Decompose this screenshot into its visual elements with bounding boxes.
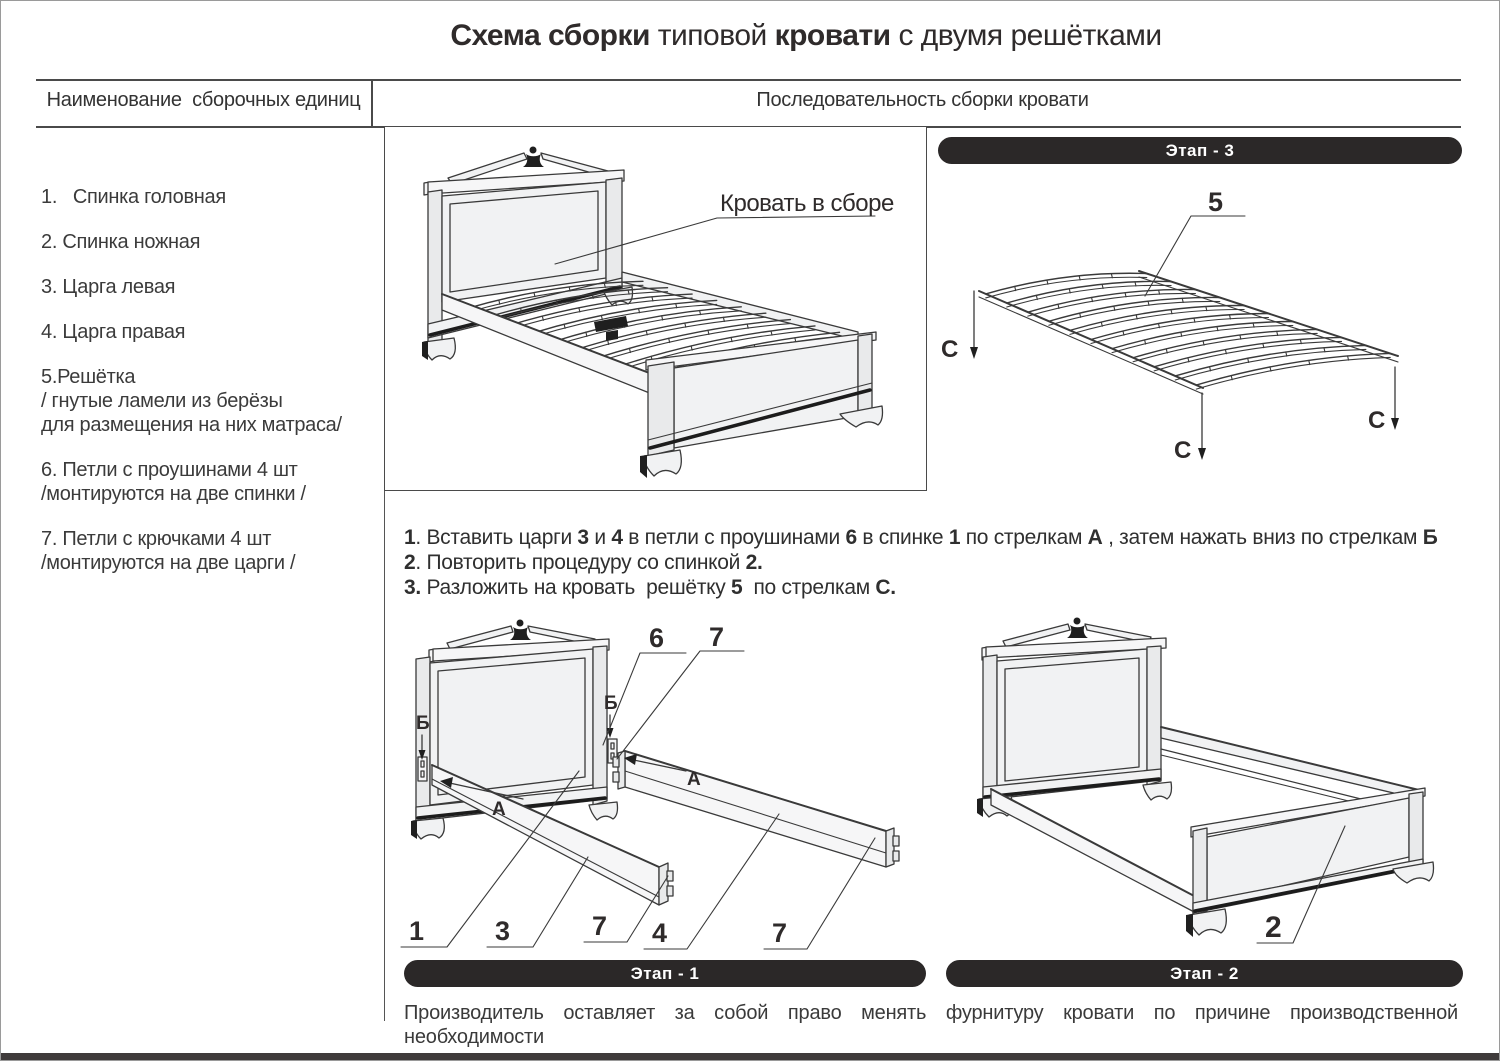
part-item [41, 185, 386, 209]
stage3-banner: Этап - 3 [938, 137, 1462, 164]
stage3-diagram [927, 161, 1461, 506]
stage1-diagram [389, 609, 936, 959]
stage2-diagram [941, 609, 1466, 954]
slat-line [1028, 289, 1196, 312]
svg-text:4: 4 [652, 918, 668, 948]
svg-text:Б: Б [416, 713, 430, 734]
lattice-slats [986, 273, 1391, 389]
part-note: /монтируются на две царги / [41, 552, 296, 574]
svg-text:6: 6 [649, 623, 665, 653]
part-label: 6. Петли с проушинами 4 шт [41, 459, 298, 481]
svg-text:7: 7 [772, 918, 788, 948]
stage1-callout-3 [487, 857, 588, 947]
svg-text:3: 3 [495, 916, 511, 946]
part-item [41, 527, 386, 575]
assembly-step: 2. Повторить процедуру со спинкой 2. [404, 551, 763, 574]
svg-text:А: А [687, 769, 701, 790]
stage1-callout-6 [603, 623, 686, 745]
stage2-footboard [1186, 788, 1434, 937]
assembly-step: 1. Вставить царги 3 и 4 в петли с проушинами 6 в спинке 1 по стрелкам А , затем нажать вниз по стрелкам Б [404, 526, 1438, 549]
svg-text:7: 7 [709, 622, 725, 652]
title-part: с двумя решётками [890, 19, 1162, 52]
left-column-header: Наименование сборочных единиц [46, 89, 361, 111]
svg-text:А: А [492, 799, 506, 820]
part-note: для размещения на них матраса/ [41, 414, 342, 436]
arrow-c-bottom [1174, 393, 1206, 464]
title-part: Схема сборки [450, 19, 650, 52]
arrow-c-right [1368, 367, 1399, 434]
title-part: типовой [649, 19, 775, 52]
svg-text:1: 1 [409, 916, 425, 946]
stage2-banner: Этап - 2 [946, 960, 1463, 987]
assembled-callout-label: Кровать в сборе [720, 190, 894, 217]
stage2-headboard [977, 618, 1172, 818]
assembly-steps [404, 525, 1464, 600]
part-note: /монтируются на две спинки / [41, 483, 306, 505]
parts-list [41, 185, 386, 596]
part-label: 1. Спинка головная [41, 186, 226, 208]
slat-line [1007, 281, 1171, 303]
part-label: 5.Решётка [41, 366, 136, 388]
part-item [41, 458, 386, 506]
svg-text:С: С [1174, 437, 1192, 464]
title-part: кровати [774, 19, 891, 52]
slat-line [1112, 325, 1293, 352]
svg-text:С: С [941, 336, 959, 363]
part-label: 7. Петли с крючками 4 шт [41, 528, 272, 550]
svg-text:С: С [1368, 407, 1386, 434]
part-label: 2. Спинка ножная [41, 231, 201, 253]
right-column-header: Последовательность сборки кровати [756, 89, 1089, 111]
lattice [979, 271, 1398, 394]
arrow-c-left [941, 291, 978, 363]
stage1-banner: Этап - 1 [404, 960, 926, 987]
manufacturer-note: Производитель оставляет за собой право менять фурнитуру кровати по причине производственной необходимости [404, 1002, 1458, 1048]
part-item [41, 230, 386, 254]
slat-line [986, 273, 1147, 294]
slat-line [1091, 318, 1269, 344]
page-title [406, 19, 1206, 53]
part-item [41, 275, 386, 299]
part-item [41, 320, 386, 344]
part-item [41, 365, 386, 437]
slat-line [1091, 314, 1269, 340]
assembly-step: 3. Разложить на кровать решётку 5 по стрелкам С. [404, 576, 896, 599]
svg-text:2: 2 [1265, 911, 1282, 944]
svg-text:Б: Б [604, 693, 618, 714]
part-label: 3. Царга левая [41, 276, 176, 298]
stage3-callout5-label: 5 [1208, 187, 1224, 217]
header-top-rule [36, 79, 1461, 81]
svg-text:7: 7 [592, 911, 608, 941]
part-note: / гнутые ламели из берёзы [41, 390, 283, 412]
stage1-rail-right [613, 751, 899, 867]
assembled-bed-diagram [384, 126, 927, 491]
part-label: 4. Царга правая [41, 321, 186, 343]
stage1-callout-7-top [617, 622, 744, 759]
header-divider [371, 80, 373, 126]
slat-line [1196, 353, 1390, 385]
bottom-rule [1, 1053, 1500, 1060]
